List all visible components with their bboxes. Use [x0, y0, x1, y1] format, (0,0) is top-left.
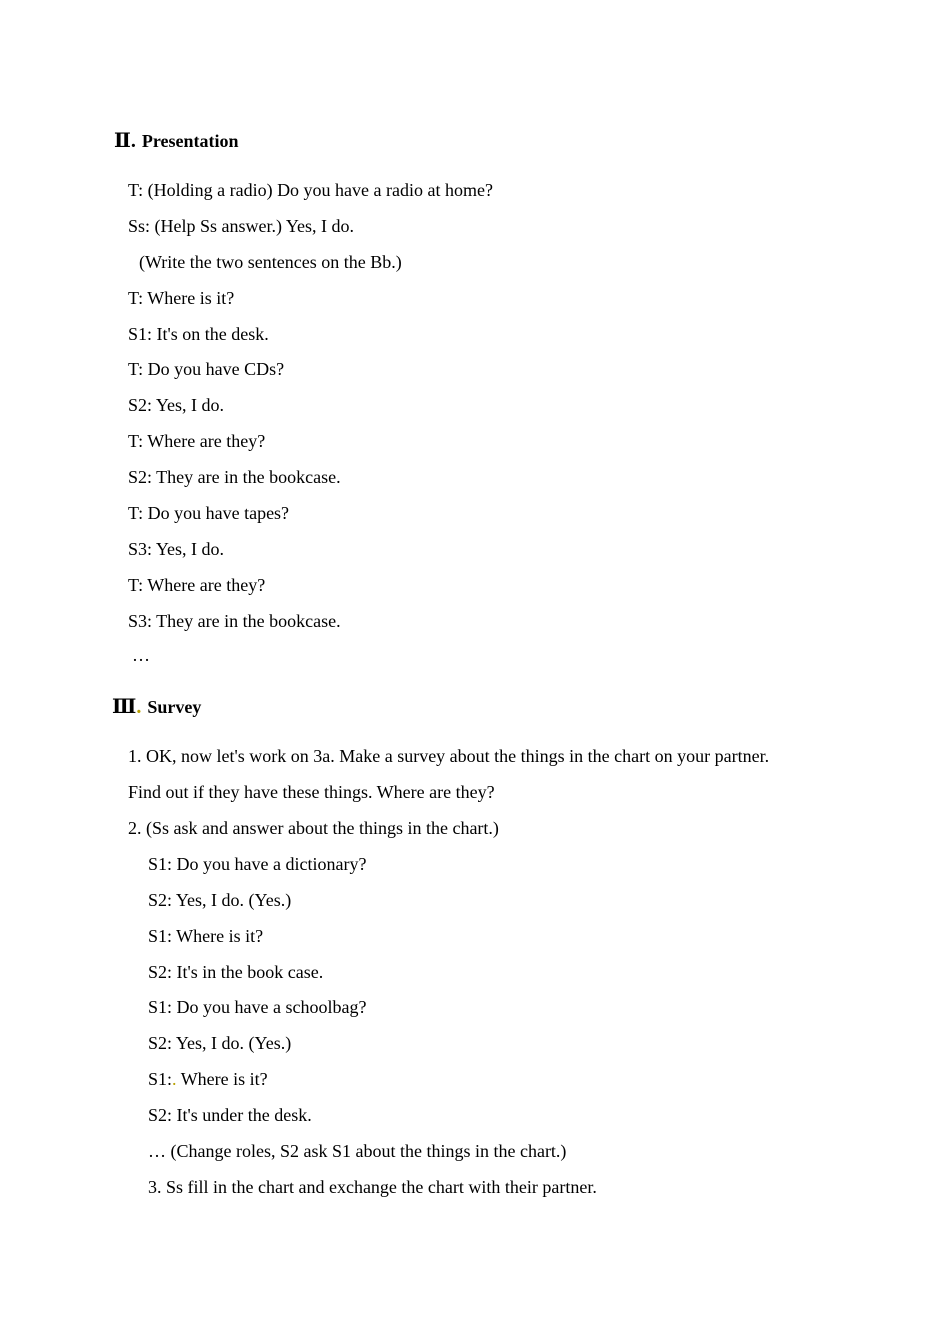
dialogue-line: S2: They are in the bookcase. — [128, 467, 341, 487]
dialogue-line: Ss: (Help Ss answer.) Yes, I do. — [128, 216, 355, 236]
section-separator: . — [130, 130, 136, 152]
dialogue-line: S2: It's under the desk. — [148, 1105, 312, 1125]
section-title: Presentation — [141, 131, 239, 151]
dialogue-line: S1: Where is it? — [148, 926, 264, 946]
step-line: Find out if they have these things. Where are they? — [128, 782, 495, 802]
dialogue-line: T: Where are they? — [128, 575, 266, 595]
dialogue-line: S2: Yes, I do. (Yes.) — [148, 890, 292, 910]
dialogue-line: T: Where is it? — [128, 288, 235, 308]
dialogue-line: T: Do you have tapes? — [128, 503, 290, 523]
speaker-label: S1: — [148, 1069, 173, 1089]
stage-direction: (Write the two sentences on the Bb.) — [139, 252, 402, 272]
section-numeral: Ⅱ — [114, 130, 131, 152]
section-heading-presentation — [114, 128, 239, 153]
dialogue-line: S2: Yes, I do. (Yes.) — [148, 1033, 292, 1053]
dialogue-line: S2: It's in the book case. — [148, 962, 324, 982]
dialogue-line: S2: Yes, I do. — [128, 395, 225, 415]
dialogue-line: T: (Holding a radio) Do you have a radio at home? — [128, 180, 493, 200]
dialogue-line: … (Change roles, S2 ask S1 about the things in the chart.) — [148, 1141, 567, 1161]
step-line: 2. (Ss ask and answer about the things in the chart.) — [128, 818, 499, 838]
step-line: 3. Ss fill in the chart and exchange the chart with their partner. — [148, 1177, 597, 1197]
highlight-mark: . — [172, 1069, 177, 1089]
dialogue-line: S3: They are in the bookcase. — [128, 611, 341, 631]
section-title: Survey — [147, 697, 202, 717]
dialogue-line: S1: Do you have a schoolbag? — [148, 997, 367, 1017]
ellipsis: … — [132, 645, 150, 665]
dialogue-line: T: Do you have CDs? — [128, 359, 285, 379]
section-heading-survey — [112, 694, 201, 719]
section-numeral: Ⅲ — [112, 696, 137, 718]
dialogue-line — [148, 1068, 268, 1090]
dialogue-line: S1: It's on the desk. — [128, 324, 269, 344]
dialogue-line: S3: Yes, I do. — [128, 539, 225, 559]
dialogue-line: T: Where are they? — [128, 431, 266, 451]
dialogue-line: S1: Do you have a dictionary? — [148, 854, 367, 874]
section-separator: . — [136, 696, 142, 718]
step-line: 1. OK, now let's work on 3a. Make a survey about the things in the chart on your partner. — [128, 746, 770, 766]
question-text: Where is it? — [176, 1069, 268, 1089]
